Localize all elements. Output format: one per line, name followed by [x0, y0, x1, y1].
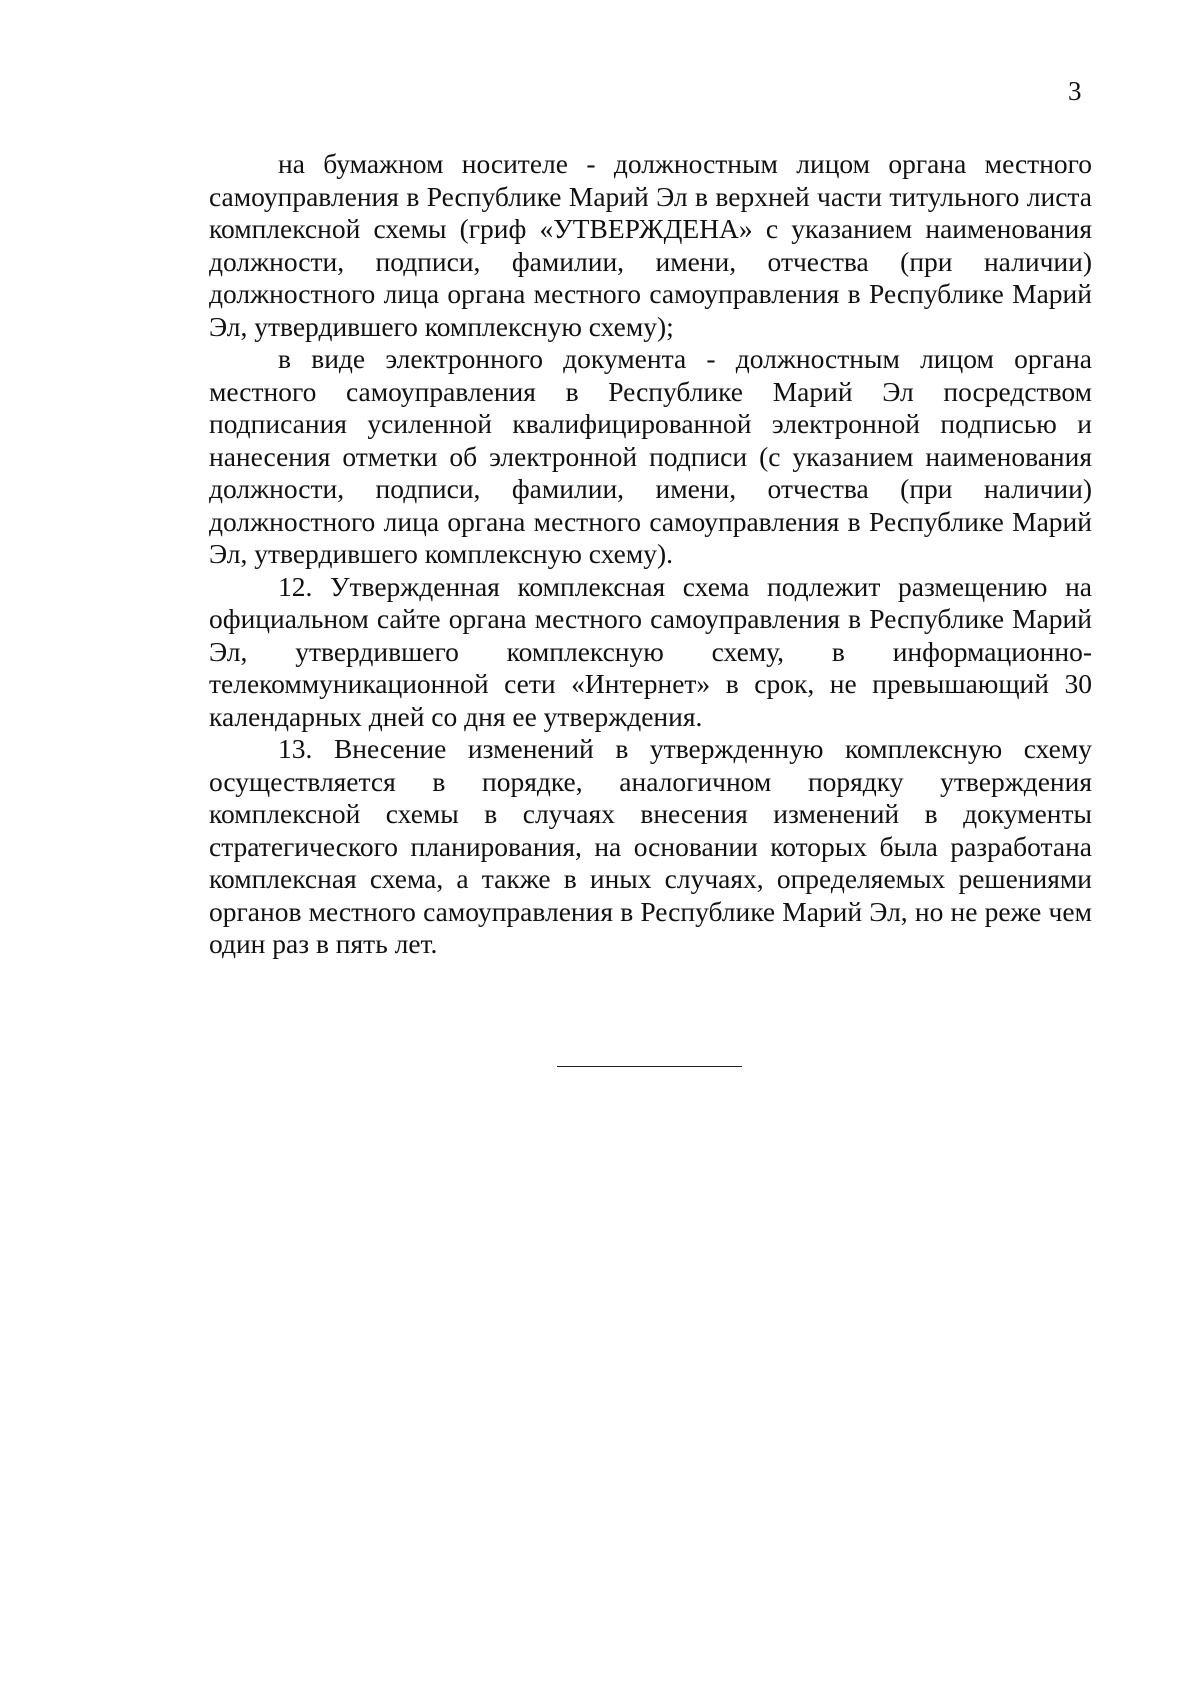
paragraph-12-publication: 12. Утвержденная комплексная схема подлежит размещению на официальном сайте органа местного самоуправления в Республике Марий Эл, утвердившего комплексную схему, в информационно-телекоммуникационной сети «Интернет» в срок, не превышающий 30 календарных дней со дня ее утверждения.	[209, 570, 1092, 732]
paragraph-13-amendments: 13. Внесение изменений в утвержденную комплексную схему осуществляется в порядке, аналогичном порядку утверждения комплексной схемы в случаях внесения изменений в документы стратегического планирования, на основании которых была разработана комплексная схема, а также в иных случаях, определяемых решениями органов местного самоуправления в Республике Марий Эл, но не реже чем один раз в пять лет.	[209, 733, 1092, 959]
paragraph-paper-approval: на бумажном носителе - должностным лицом органа местного самоуправления в Республике Марий Эл в верхней части титульного листа комплексной схемы (гриф «УТВЕРЖДЕНА» с указанием наименования должности, подписи, фамилии, имени, отчества (при наличии) должностного лица органа местного самоуправления в Республике Марий Эл, утвердившего комплексную схему);	[209, 148, 1092, 342]
page-number: 3	[1068, 76, 1082, 106]
end-separator-line	[557, 1066, 742, 1067]
document-body	[209, 148, 1092, 961]
paragraph-electronic-approval: в виде электронного документа - должностным лицом органа местного самоуправления в Республике Марий Эл посредством подписания усиленной квалифицированной электронной подписью и нанесения отметки об электронной подписи (с указанием наименования должности, подписи, фамилии, имени, отчества (при наличии) должностного лица органа местного самоуправления в Республике Марий Эл, утвердившего комплексную схему).	[209, 343, 1092, 569]
